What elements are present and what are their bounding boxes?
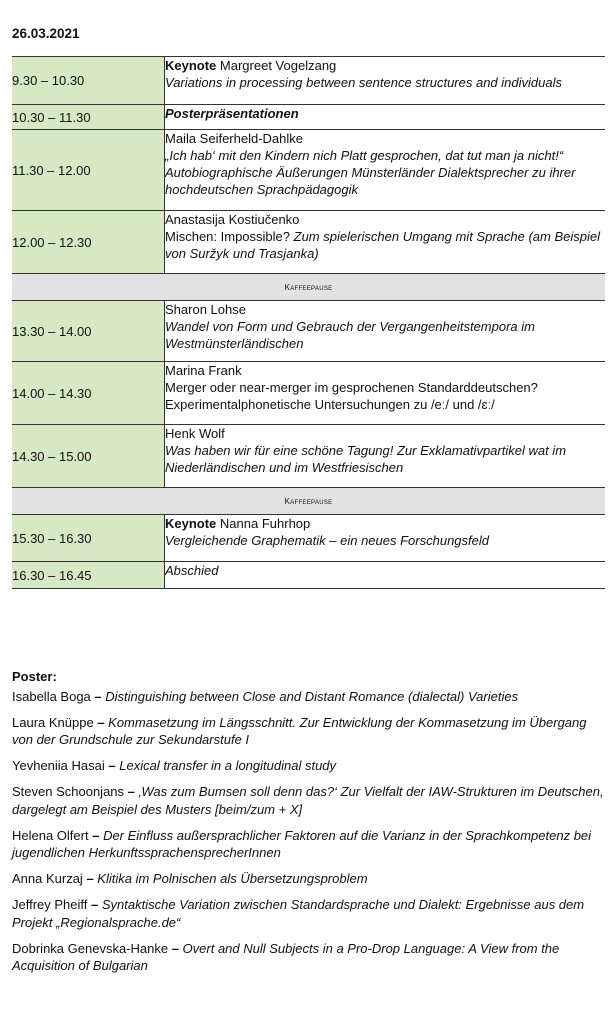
poster-section [12, 668, 608, 983]
poster-author: Jeffrey Pheiff [12, 897, 88, 912]
talk-title: Variations in processing between sentence structures and individuals [165, 75, 562, 90]
schedule-row [12, 130, 605, 211]
poster-author: Helena Olfert [12, 827, 89, 843]
speaker-name: Nanna Fuhrhop [219, 516, 311, 531]
poster-heading: Poster: [12, 669, 57, 684]
talk-title: Zum spielerischen Umgang mit Sprache (am Beispiel von Suržyk und Trasjanka) [165, 229, 600, 261]
speaker-name: Anastasija Kostiučenko [165, 212, 300, 227]
talk-title: Vergleichende Graphematik – ein neues Forschungsfeld [165, 533, 489, 548]
time-cell: 14.30 – 15.00 [12, 425, 165, 488]
poster-author: Steven Schoonjans [12, 784, 125, 799]
poster-title: Lexical transfer in a longitudinal study [119, 758, 337, 773]
content-cell [165, 301, 606, 362]
poster-entry: Dobrinka Genevska-Hanke – Overt and Null Subjects in a Pro-Drop Language: A View from the Acquisition of Bulgarian [12, 940, 560, 973]
time-cell: 13.30 – 14.00 [12, 301, 165, 362]
poster-entry: Steven Schoonjans – ‚Was zum Bumsen soll denn das?‘ Zur Vielfalt der IAW-Strukturen im Deutschen, dargelegt am Beispiel des Musters [beim/zum + X] [12, 784, 604, 817]
poster-title: ‚Was zum Bumsen soll denn das?‘ Zur Vielfalt der IAW-Strukturen im Deutschen, dargelegt am Beispiel des Musters [beim/zum + X] [12, 784, 604, 817]
poster-title: Klitika im Polnischen als Übersetzungsproblem [97, 871, 368, 886]
poster-author: Isabella Boga [12, 688, 91, 704]
poster-title: Syntaktische Variation zwischen Standardsprache und Dialekt: Ergebnisse aus dem Projekt „Regionalsprache.de“ [12, 897, 585, 930]
poster-author: Yevheniia Hasai [12, 758, 105, 773]
poster-entry: Laura Knüppe – Kommasetzung im Längsschnitt. Zur Entwicklung der Kommasetzung im Übergang von der Grundschule zur Sekundarstufe I [12, 714, 587, 747]
speaker-name: Sharon Lohse [165, 302, 246, 317]
schedule-row [12, 301, 605, 362]
time-cell: 16.30 – 16.45 [12, 562, 165, 589]
talk-title: „Ich hab‘ mit den Kindern nich Platt gesprochen, dat tut man ja nicht!“ Autobiographische Äußerungen Münsterländer Dialektsprecher zu ihrer hochdeutschen Sprachpädagogik [165, 148, 576, 197]
coffee-break-label: Kaffeepause [12, 274, 605, 301]
poster-title: Kommasetzung im Längsschnitt. Zur Entwicklung der Kommasetzung im Übergang von der Grundschule zur Sekundarstufe I [12, 714, 587, 747]
talk-title: Wandel von Form und Gebrauch der Vergangenheitstempora im Westmünsterländischen [165, 319, 535, 351]
poster-title: Overt and Null Subjects in a Pro-Drop Language: A View from the Acquisition of Bulgarian [12, 940, 560, 973]
schedule-table [12, 56, 605, 589]
poster-entry: Isabella Boga – Distinguishing between Close and Distant Romance (dialectal) Varieties [12, 688, 519, 704]
speaker-name: Henk Wolf [165, 426, 225, 441]
coffee-break-label: Kaffeepause [12, 488, 605, 515]
schedule-row [12, 57, 605, 105]
content-cell [165, 562, 606, 589]
poster-title: Distinguishing between Close and Distant Romance (dialectal) Varieties [105, 688, 519, 704]
poster-author: Anna Kurzaj [12, 871, 83, 886]
keynote-label: Keynote [165, 516, 217, 531]
speaker-name: Margreet Vogelzang [219, 58, 337, 73]
time-cell: 12.00 – 12.30 [12, 211, 165, 274]
schedule-row [12, 515, 605, 562]
schedule-row [12, 425, 605, 488]
time-cell: 10.30 – 11.30 [12, 105, 165, 130]
speaker-name: Maila Seiferheld-Dahlke [165, 131, 304, 146]
poster-author: Laura Knüppe [12, 714, 94, 730]
time-cell: 15.30 – 16.30 [12, 515, 165, 562]
content-cell [165, 515, 606, 562]
poster-entry: Anna Kurzaj – Klitika im Polnischen als Übersetzungsproblem [12, 871, 368, 886]
content-cell [165, 105, 606, 130]
poster-entry: Helena Olfert – Der Einfluss außersprachlicher Faktoren auf die Varianz in der Sprachkompetenz bei jugendlichen HerkunftssprachensprecherInnen [12, 827, 592, 860]
schedule-row [12, 362, 605, 425]
schedule-row [12, 105, 605, 130]
schedule-row [12, 211, 605, 274]
content-cell [165, 130, 606, 211]
speaker-name: Marina Frank [165, 363, 242, 378]
poster-title: Der Einfluss außersprachlicher Faktoren auf die Varianz in der Sprachkompetenz bei jugendlichen HerkunftssprachensprecherInnen [12, 827, 592, 860]
content-cell [165, 425, 606, 488]
closing-title: Abschied [165, 563, 219, 578]
content-cell [165, 57, 606, 105]
time-cell: 11.30 – 12.00 [12, 130, 165, 211]
content-cell [165, 211, 606, 274]
schedule-row [12, 562, 605, 589]
session-title: Posterpräsentationen [165, 106, 299, 121]
pause-row [12, 274, 605, 301]
talk-title-plain: Merger oder near-merger im gesprochenen Standarddeutschen? Experimentalphonetische Untersuchungen zu /eː/ und /ɛː/ [165, 380, 538, 412]
time-cell: 9.30 – 10.30 [12, 57, 165, 105]
keynote-label: Keynote [165, 58, 217, 73]
talk-title: Was haben wir für eine schöne Tagung! Zur Exklamativpartikel wat im Niederländischen und im Westfriesischen [165, 443, 567, 475]
time-cell: 14.00 – 14.30 [12, 362, 165, 425]
page-date: 26.03.2021 [12, 26, 80, 41]
poster-author: Dobrinka Genevska-Hanke [12, 940, 169, 956]
poster-entry: Yevheniia Hasai – Lexical transfer in a longitudinal study [12, 758, 337, 773]
pause-row [12, 488, 605, 515]
content-cell [165, 362, 606, 425]
poster-entry: Jeffrey Pheiff – Syntaktische Variation zwischen Standardsprache und Dialekt: Ergebnisse aus dem Projekt „Regionalsprache.de“ [12, 897, 585, 930]
talk-title-plain: Mischen: Impossible? [165, 229, 290, 244]
